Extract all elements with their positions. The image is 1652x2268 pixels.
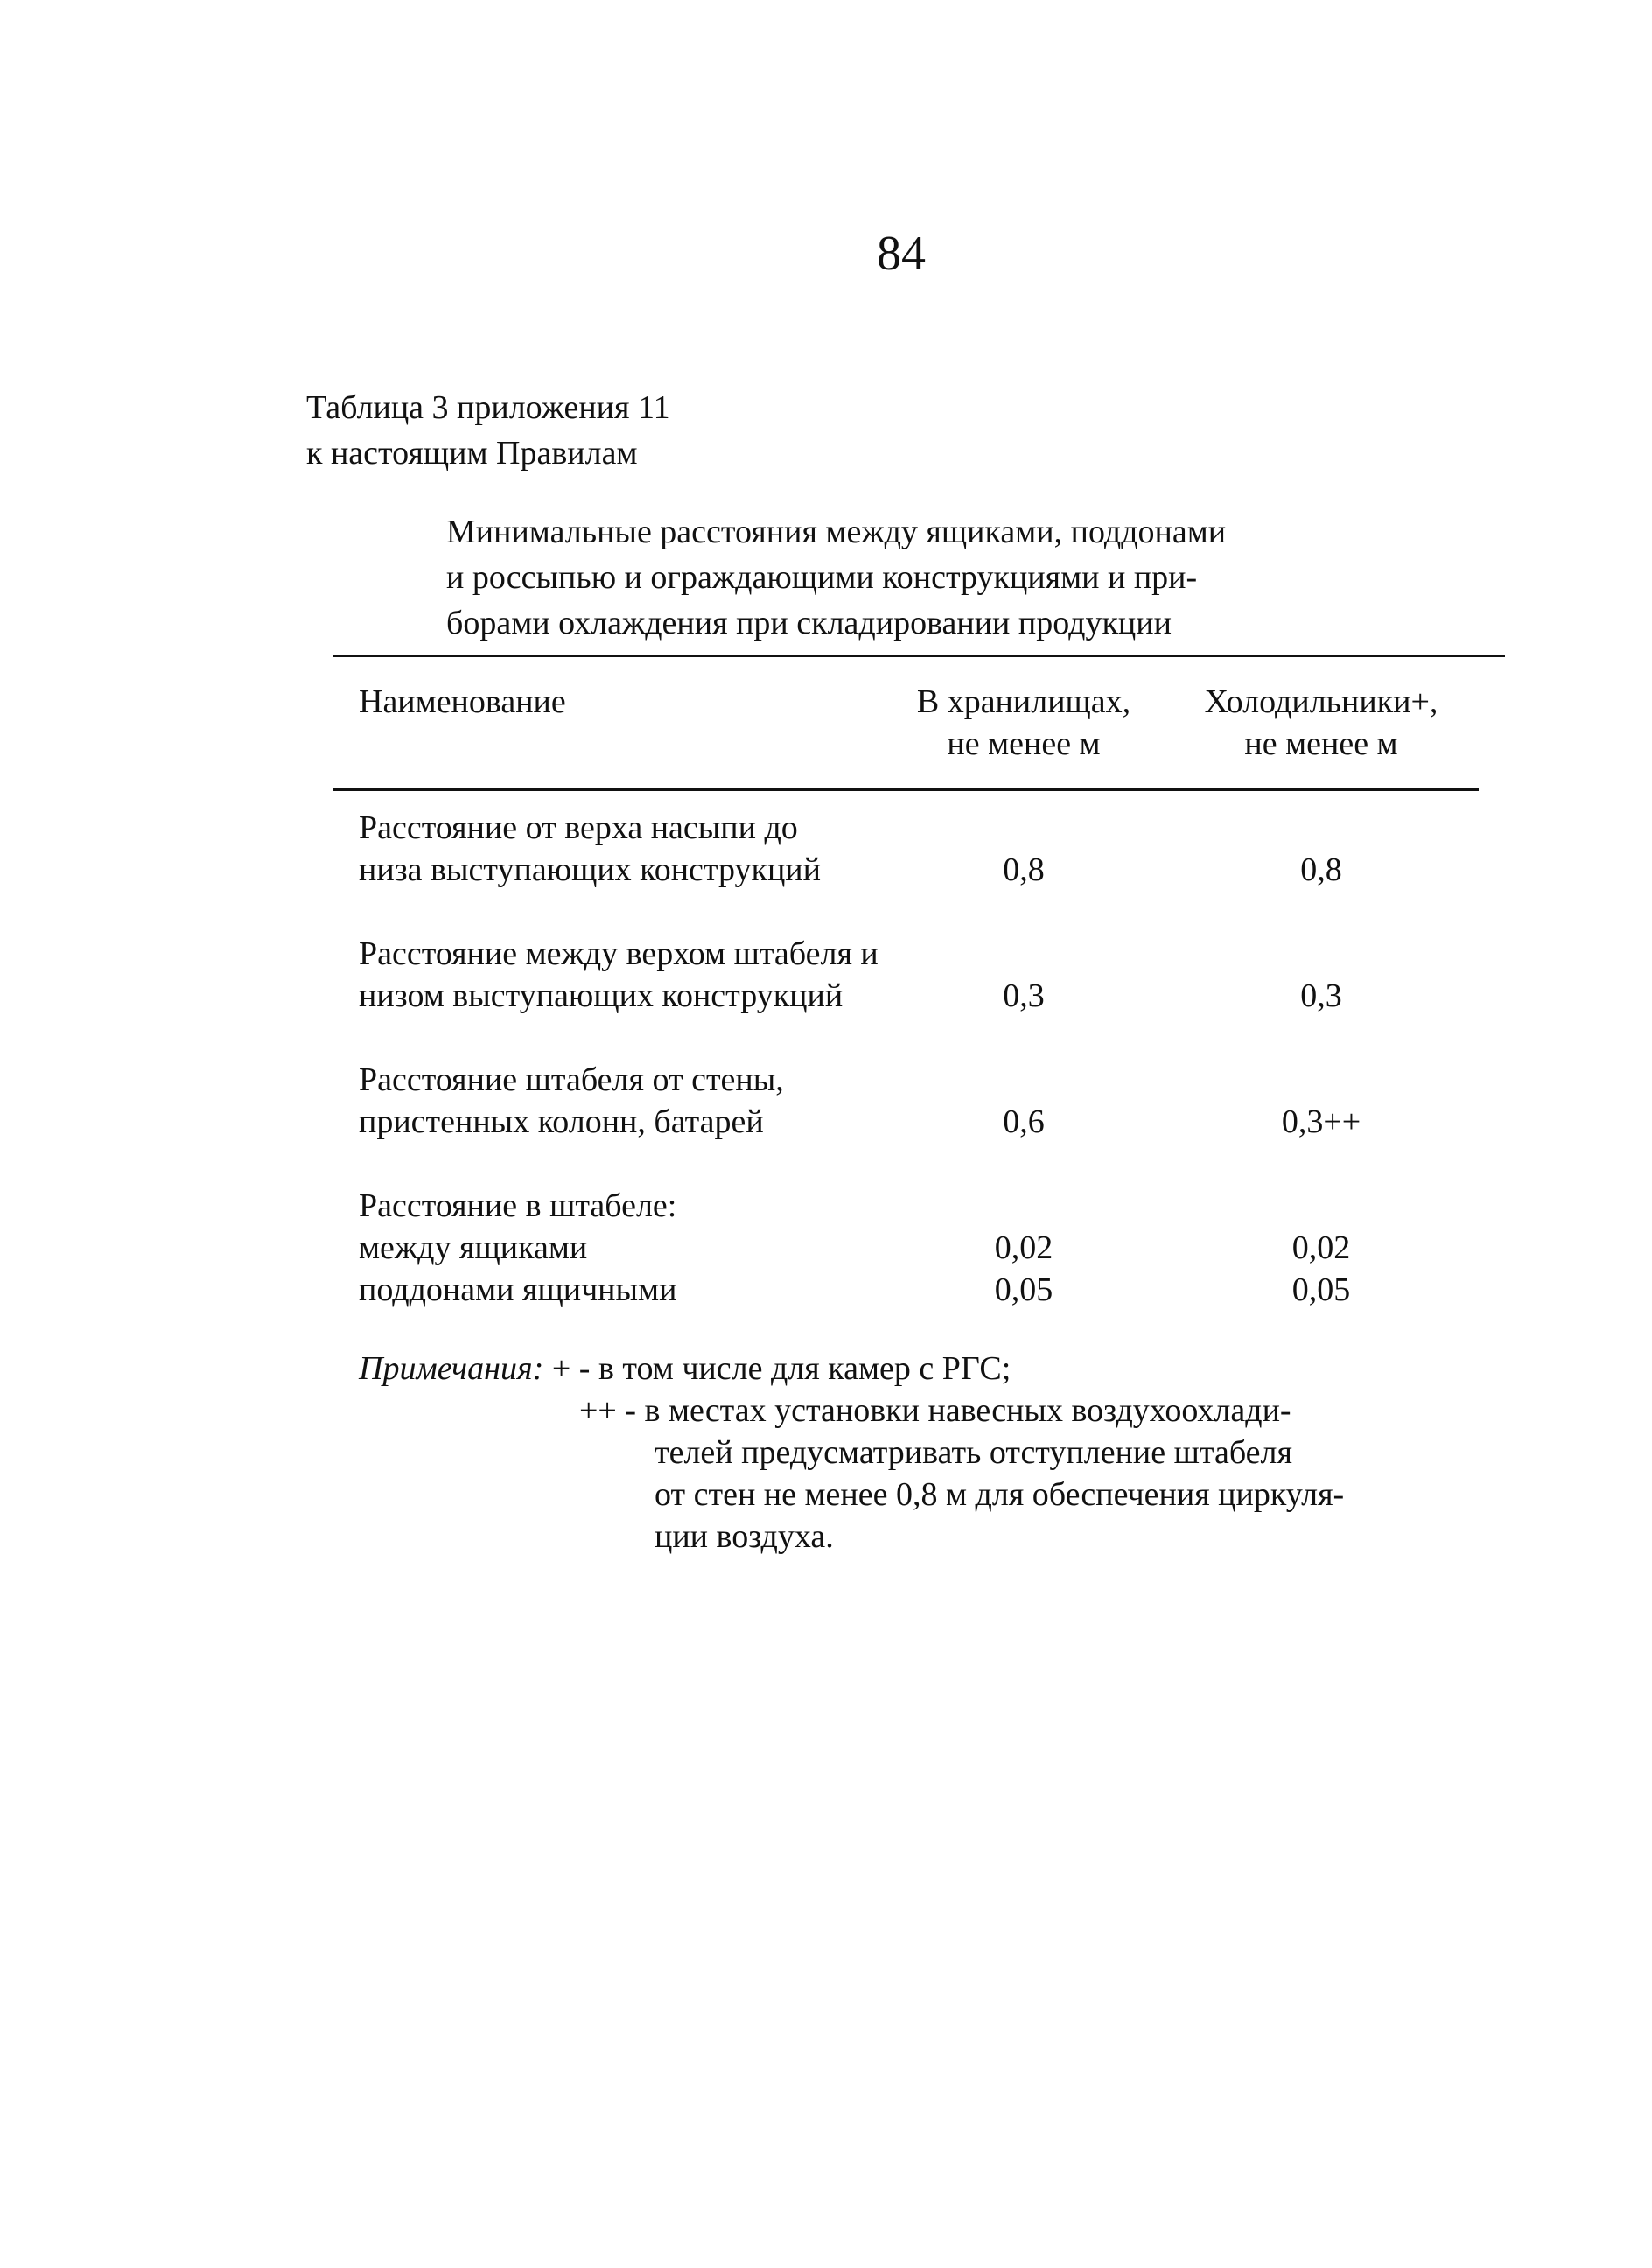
table-title: [446, 509, 1226, 646]
row3-name-line2: пристенных колонн, батарей: [359, 1103, 764, 1140]
row4-name-line2: между ящиками: [359, 1229, 588, 1266]
notes-label: Примечания:: [359, 1350, 544, 1387]
note-2-line3: от стен не менее 0,8 м для обеспечения циркуля-: [654, 1476, 1345, 1513]
header-storage-line1: В хранилищах,: [916, 683, 1131, 720]
header-name: Наименование: [359, 683, 566, 720]
row1-fridge-value: 0,8: [1300, 851, 1342, 888]
row4-storage-value-1: 0,02: [994, 1229, 1054, 1266]
row1-name-line2: низа выступающих конструкций: [359, 851, 821, 888]
row4-name-line1: Расстояние в штабеле:: [359, 1187, 677, 1224]
note-2-line2: телей предусматривать отступление штабеля: [654, 1434, 1292, 1471]
row4-fridge-value-2: 0,05: [1292, 1271, 1351, 1308]
table-header-rule: [332, 788, 1479, 791]
table-reference-line2: к настоящим Правилам: [306, 435, 638, 472]
row1-name-line1: Расстояние от верха насыпи до: [359, 809, 798, 846]
row4-name-line3: поддонами ящичными: [359, 1271, 677, 1308]
row4-fridge-value-1: 0,02: [1292, 1229, 1351, 1266]
table-title-line2: и россыпью и ограждающими конструкциями и при-: [446, 559, 1198, 596]
header-fridge-line2: не менее м: [1244, 725, 1398, 762]
note-2-line1: ++ - в местах установки навесных воздухоохлади-: [579, 1392, 1292, 1429]
header-storage-line2: не менее м: [947, 725, 1101, 762]
note-2-line4: ции воздуха.: [654, 1518, 834, 1555]
row3-name-line1: Расстояние штабеля от стены,: [359, 1061, 784, 1098]
table-title-line1: Минимальные расстояния между ящиками, поддонами: [446, 514, 1227, 550]
header-fridge-line1: Холодильники+,: [1204, 683, 1438, 720]
row4-storage-value-2: 0,05: [994, 1271, 1054, 1308]
row2-name-line1: Расстояние между верхом штабеля и: [359, 935, 878, 972]
table-reference-line1: Таблица 3 приложения 11: [306, 389, 670, 426]
row3-storage-value: 0,6: [1003, 1103, 1045, 1140]
row3-fridge-value: 0,3++: [1281, 1103, 1362, 1140]
row2-name-line2: низом выступающих конструкций: [359, 977, 844, 1014]
page-number: 84: [877, 227, 926, 281]
table-title-line3: борами охлаждения при складировании продукции: [446, 605, 1172, 641]
note-1: + - в том числе для камер с РГС;: [551, 1350, 1012, 1387]
row2-storage-value: 0,3: [1003, 977, 1045, 1014]
row2-fridge-value: 0,3: [1300, 977, 1342, 1014]
table-top-rule: [332, 654, 1505, 657]
table-reference: [306, 385, 670, 476]
row1-storage-value: 0,8: [1003, 851, 1045, 888]
